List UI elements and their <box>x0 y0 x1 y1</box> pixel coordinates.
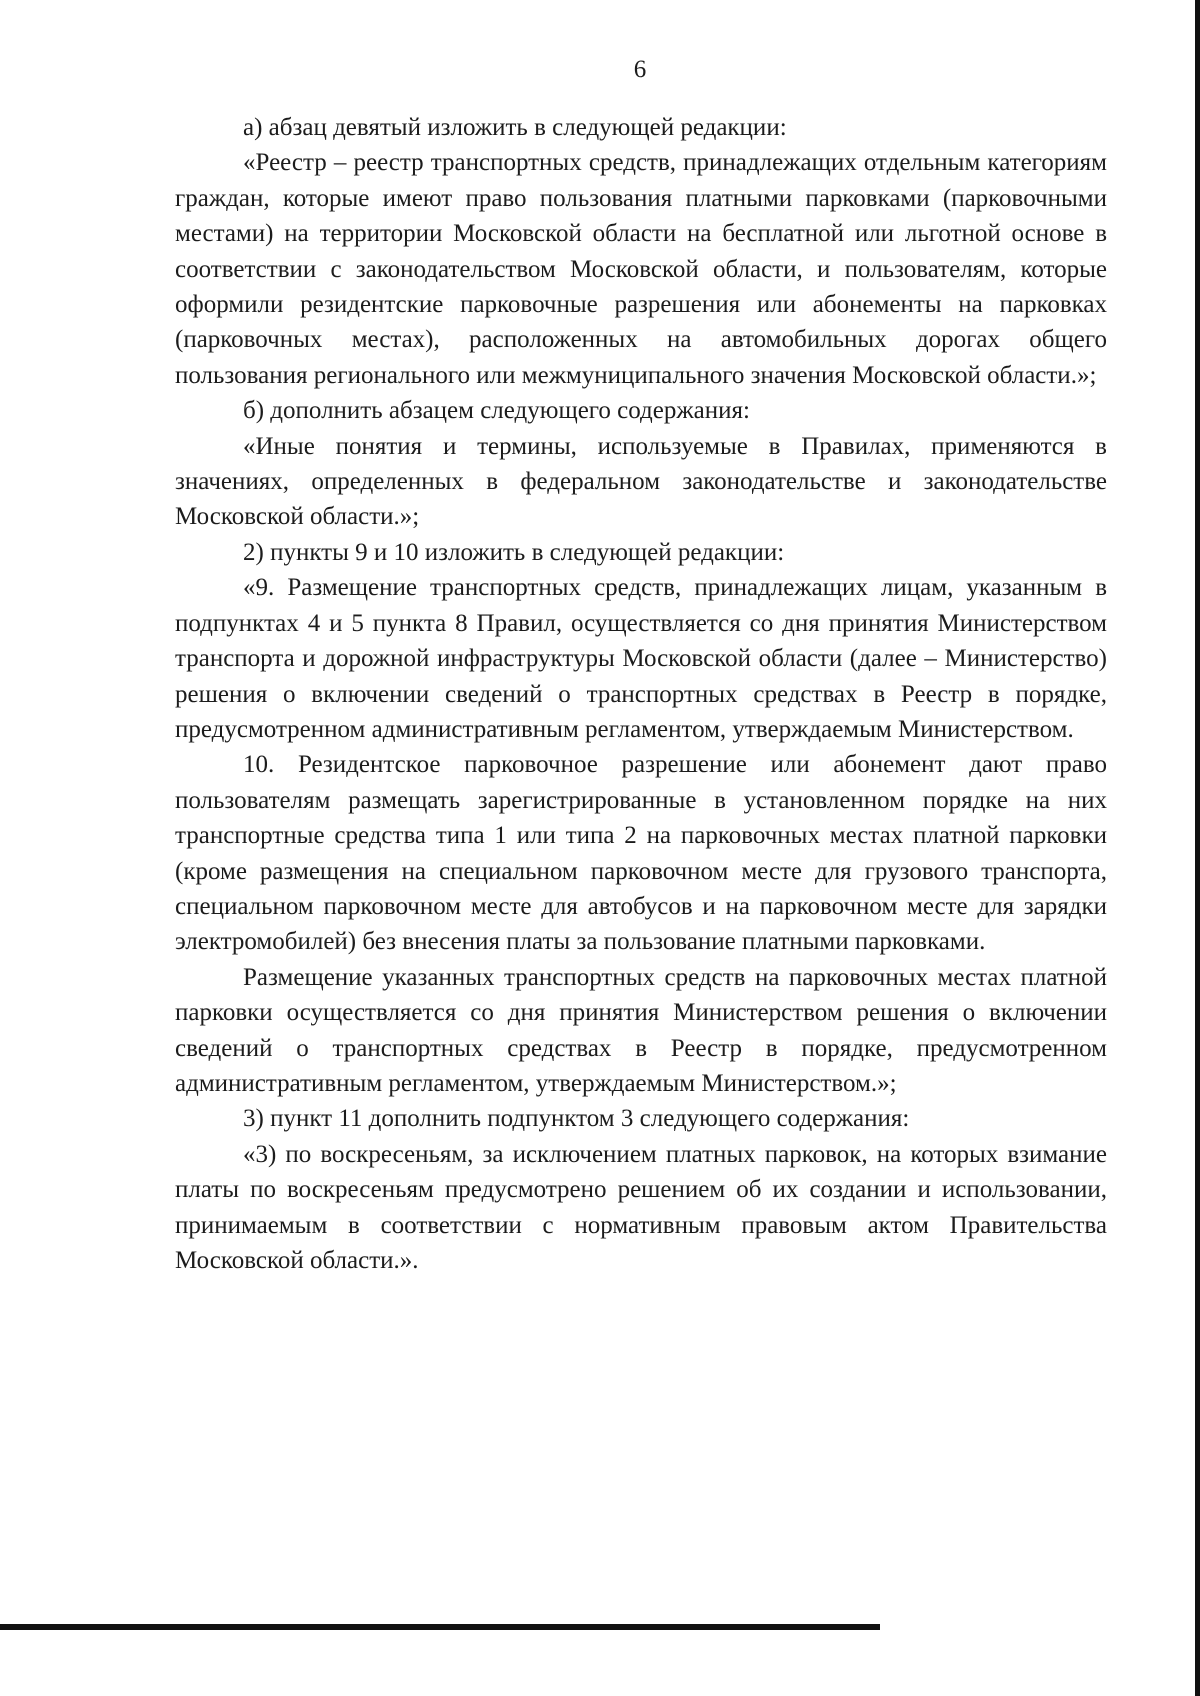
paragraph-placement: Размещение указанных транспортных средств на парковочных местах платной парковки осуществляется со дня принятия Министерством решения о включении сведений о транспортных средствах в Реестр в порядке, предусмотренном административным регламентом, утверждаемым Министерством.»; <box>175 963 1107 1097</box>
paragraph-sundays: «3) по воскресеньям, за исключением платных парковок, на которых взимание платы по воскресеньям предусмотрено решением об их создании и использовании, принимаемым в соответствии с нормативным правовым актом Правительства Московской области.». <box>175 1140 1107 1274</box>
paragraph-item-3: 3) пункт 11 дополнить подпунктом 3 следующего содержания: <box>243 1105 910 1133</box>
paragraph-item-2: 2) пункты 9 и 10 изложить в следующей редакции: <box>243 538 785 566</box>
page-number: 6 <box>633 56 647 83</box>
paragraph-registry-definition: «Реестр – реестр транспортных средств, принадлежащих отдельным категориям граждан, которые имеют право пользования платными парковками (парковочными местами) на территории Московской области на бесплатной или льготной основе в соответствии с законодательством Московской области, и пользователям, которые оформили резидентские парковочные разрешения или абонементы на парковках (парковочных местах), расположенных на автомобильных дорогах общего пользования регионального или межмуниципального значения Московской области.»; <box>175 149 1107 389</box>
paragraph-terms: «Иные понятия и термины, используемые в Правилах, применяются в значениях, определенных в федеральном законодательстве и законодательстве Московской области.»; <box>175 432 1107 531</box>
scan-edge-right <box>1195 0 1200 1696</box>
document-body <box>175 110 1107 1278</box>
paragraph-clause-9: «9. Размещение транспортных средств, принадлежащих лицам, указанным в подпунктах 4 и 5 пункта 8 Правил, осуществляется со дня принятия Министерством транспорта и дорожной инфраструктуры Московской области (далее – Министерство) решения о включении сведений о транспортных средствах в Реестр в порядке, предусмотренном административным регламентом, утверждаемым Министерством. <box>175 574 1107 743</box>
paragraph-item-b: б) дополнить абзацем следующего содержания: <box>243 397 750 425</box>
scan-edge-bottom <box>0 1624 880 1630</box>
paragraph-item-a: а) абзац девятый изложить в следующей редакции: <box>243 114 787 141</box>
paragraph-clause-10: 10. Резидентское парковочное разрешение или абонемент дают право пользователям размещать зарегистрированные в установленном порядке на них транспортные средства типа 1 или типа 2 на парковочных местах платной парковки (кроме размещения на специальном парковочном месте для грузового транспорта, специальном парковочном месте для автобусов и на парковочном месте для зарядки электромобилей) без внесения платы за пользование платными парковками. <box>175 751 1107 956</box>
